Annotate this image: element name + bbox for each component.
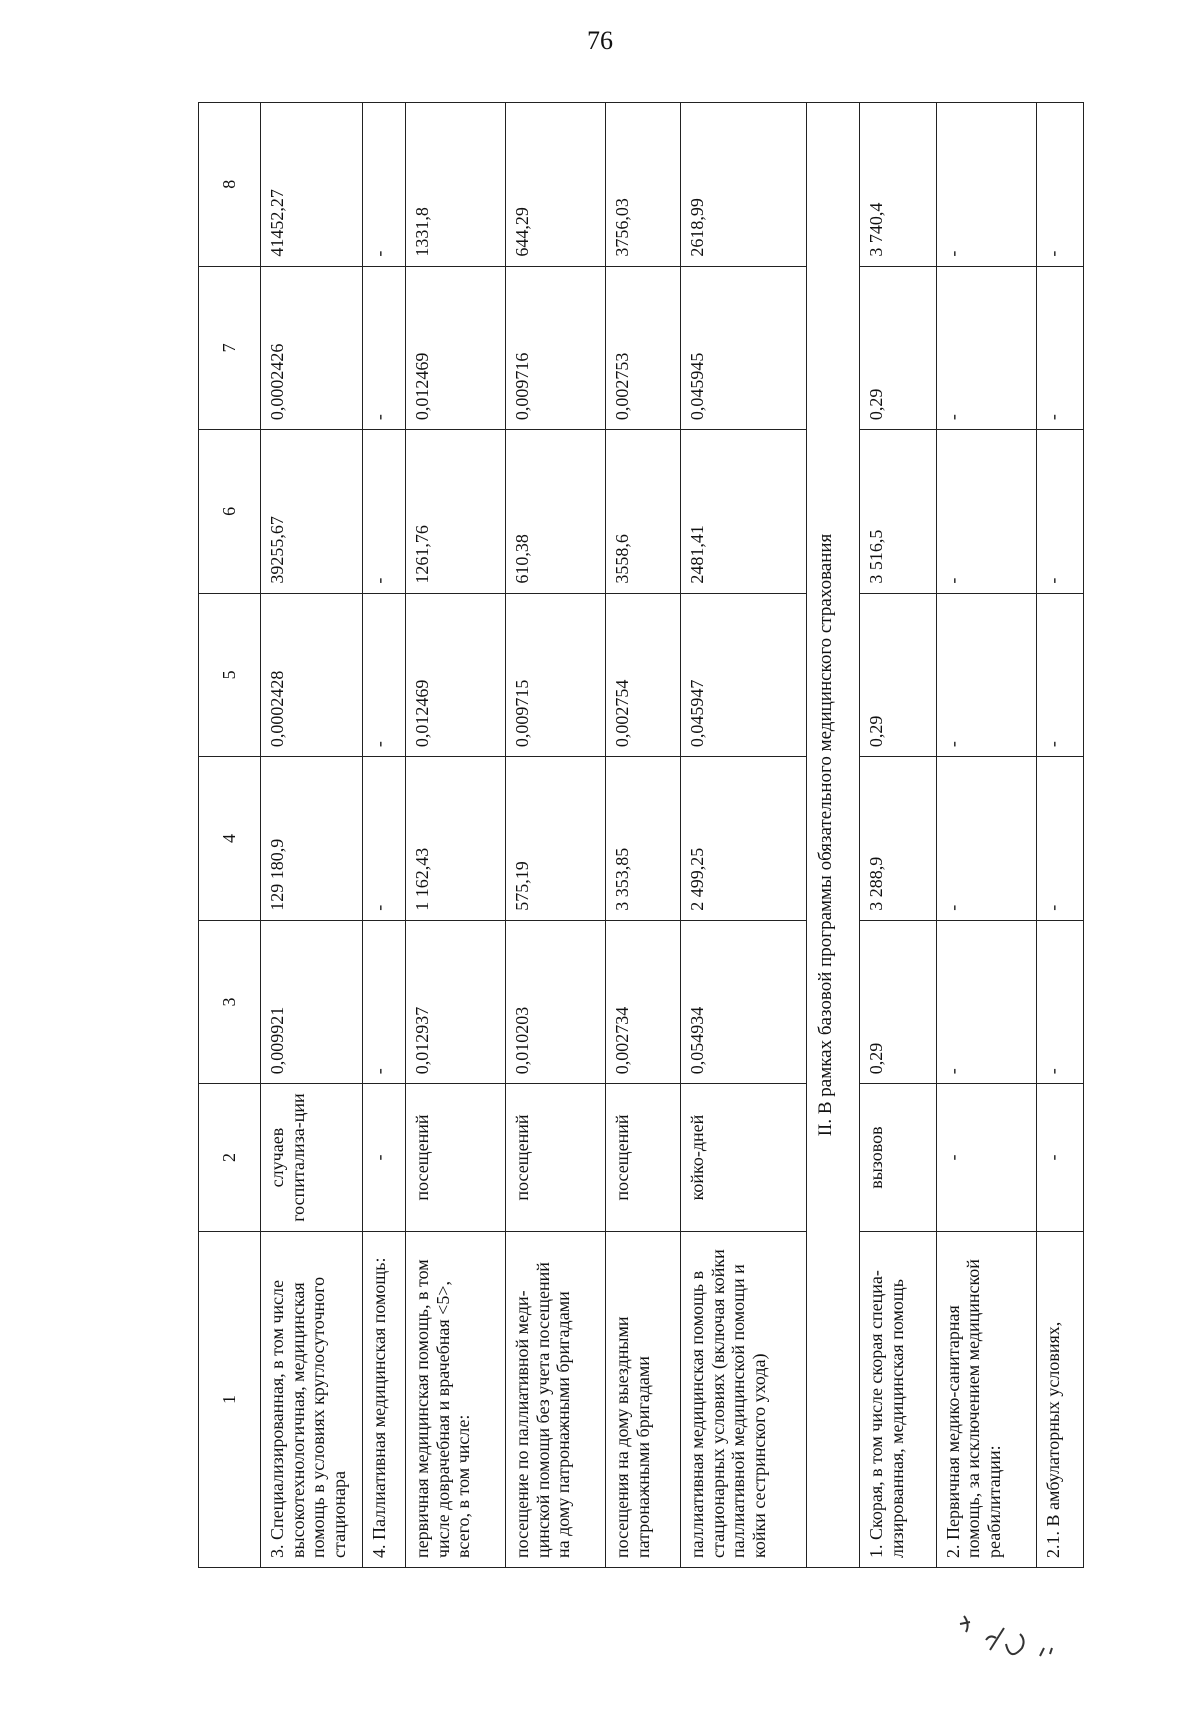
value-cell: 0,012469 [405,266,505,430]
row-label: 1. Скорая, в том числе скорая специа-лизированная, медицинская помощь [860,1231,937,1567]
unit-cell: посещений [405,1084,505,1232]
header-cell: 7 [199,266,261,430]
header-cell: 4 [199,757,261,921]
value-cell: 0,009715 [506,593,606,757]
value-cell: - [936,266,1036,430]
unit-cell: случаев госпитализа-ции [260,1084,362,1232]
table-row [936,103,1036,1568]
value-cell: - [363,593,406,757]
value-cell: - [936,430,1036,594]
value-cell: 575,19 [506,757,606,921]
section-title: II. В рамках базовой программы обязательного медицинского страхования [806,103,859,1568]
value-cell: 0,010203 [506,920,606,1084]
value-cell: 3558,6 [606,430,681,594]
row-label: первичная медицинская помощь, в том числе доврачебная и врачебная <5>, всего, в том числе: [405,1231,505,1567]
value-cell: 0,29 [860,920,937,1084]
value-cell: 3 740,4 [860,103,937,267]
row-label: 2.1. В амбулаторных условиях, [1037,1231,1084,1567]
row-label: 4. Паллиативная медицинская помощь: [363,1231,406,1567]
value-cell: 39255,67 [260,430,362,594]
value-cell: - [1037,920,1084,1084]
value-cell: 1261,76 [405,430,505,594]
value-cell: - [363,430,406,594]
value-cell: - [363,757,406,921]
value-cell: - [363,266,406,430]
table-row [260,103,362,1568]
value-cell: - [936,103,1036,267]
table-row [680,103,806,1568]
value-cell: 0,012469 [405,593,505,757]
value-cell: 0,0002428 [260,593,362,757]
value-cell: 2 499,25 [680,757,806,921]
value-cell: - [1037,266,1084,430]
rotated-table-container [198,102,1084,1568]
value-cell: 0,009921 [260,920,362,1084]
value-cell: 0,29 [860,266,937,430]
row-label: 2. Первичная медико-санитарная помощь, за исключением медицинской реабилитации: [936,1231,1036,1567]
value-cell: - [1037,757,1084,921]
value-cell: 41452,27 [260,103,362,267]
value-cell: 0,012937 [405,920,505,1084]
header-cell: 5 [199,593,261,757]
row-label: посещения на дому выездными патронажными бригадами [606,1231,681,1567]
value-cell: - [1037,430,1084,594]
value-cell: 2481,41 [680,430,806,594]
table-row [1037,103,1084,1568]
value-cell: 0,054934 [680,920,806,1084]
unit-cell: - [1037,1084,1084,1232]
unit-cell: посещений [506,1084,606,1232]
value-cell: 0,045945 [680,266,806,430]
value-cell: 610,38 [506,430,606,594]
value-cell: 0,002753 [606,266,681,430]
table-row [860,103,937,1568]
value-cell: - [363,920,406,1084]
header-cell: 1 [199,1231,261,1567]
value-cell: 3 353,85 [606,757,681,921]
header-cell: 6 [199,430,261,594]
row-label: 3. Специализированная, в том числе высокотехнологичная, медицинская помощь в условиях круглосуточного стационара [260,1231,362,1567]
table-row [606,103,681,1568]
table-row [506,103,606,1568]
value-cell: - [936,757,1036,921]
value-cell: 0,29 [860,593,937,757]
value-cell: 3 516,5 [860,430,937,594]
unit-cell: посещений [606,1084,681,1232]
value-cell: 0,045947 [680,593,806,757]
header-cell: 3 [199,920,261,1084]
value-cell: 3756,03 [606,103,681,267]
value-cell: - [1037,103,1084,267]
header-cell: 8 [199,103,261,267]
value-cell: 0,009716 [506,266,606,430]
value-cell: 0,0002426 [260,266,362,430]
table-row [363,103,406,1568]
header-cell: 2 [199,1084,261,1232]
value-cell: 0,002754 [606,593,681,757]
section-row [806,103,859,1568]
value-cell: 0,002734 [606,920,681,1084]
handwritten-initials [956,1610,1076,1690]
value-cell: - [1037,593,1084,757]
unit-cell: - [363,1084,406,1232]
value-cell: - [936,920,1036,1084]
unit-cell: - [936,1084,1036,1232]
value-cell: 1331,8 [405,103,505,267]
table-row [405,103,505,1568]
page-number: 76 [587,26,613,55]
value-cell: - [936,593,1036,757]
unit-cell: койко-дней [680,1084,806,1232]
value-cell: - [363,103,406,267]
unit-cell: вызовов [860,1084,937,1232]
data-table [198,102,1084,1568]
value-cell: 1 162,43 [405,757,505,921]
value-cell: 3 288,9 [860,757,937,921]
value-cell: 644,29 [506,103,606,267]
value-cell: 2618,99 [680,103,806,267]
row-label: посещение по паллиативной меди-цинской помощи без учета посещений на дому патронажными бригадами [506,1231,606,1567]
header-row [199,103,261,1568]
value-cell: 129 180,9 [260,757,362,921]
row-label: паллиативная медицинская помощь в стационарных условиях (включая койки паллиативной медицинской помощи и койки сестринского ухода) [680,1231,806,1567]
